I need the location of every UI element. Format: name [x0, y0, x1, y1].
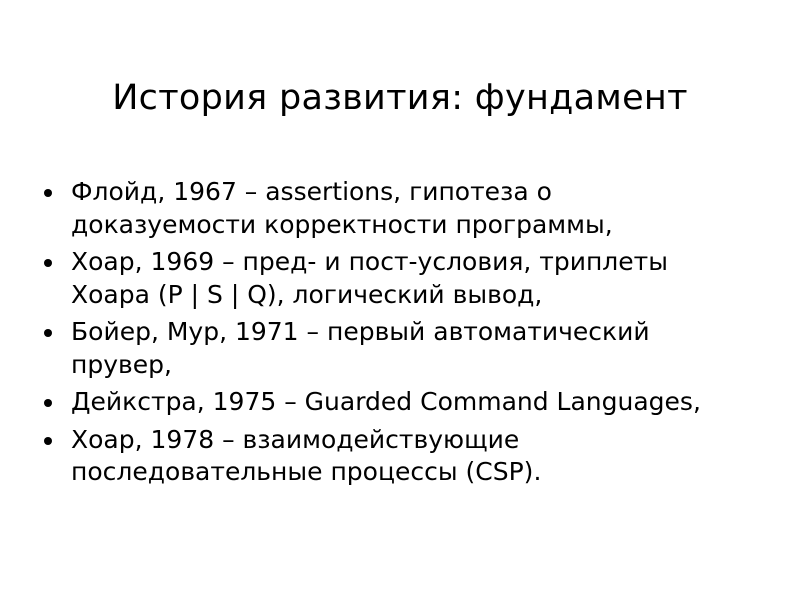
bullet-line: Дейкстра, 1975 – Guarded Command Languages, [71, 387, 701, 416]
bullet-line: Хоара (P | S | Q), логический вывод, [71, 279, 543, 309]
bullet-line: последовательные процессы (CSP). [71, 457, 542, 486]
bullet-line: доказуемости корректности программы, [71, 209, 613, 239]
bullet-dot-icon [44, 399, 52, 407]
bullet-line: Хоар, 1969 – пред- и пост-условия, триплеты [71, 247, 668, 276]
bullet-item-hoare-1978 [38, 424, 778, 489]
bullet-line: прувер, [71, 349, 172, 379]
bullet-item-floyd [38, 176, 778, 241]
bullet-dot-icon [44, 329, 52, 337]
bullet-line: Хоар, 1978 – взаимодействующие [71, 424, 520, 454]
bullet-dot-icon [44, 189, 52, 197]
bullet-list [38, 176, 778, 494]
bullet-item-hoare-1969 [38, 246, 778, 311]
bullet-item-dijkstra [38, 386, 778, 419]
bullet-item-boyer-moore [38, 316, 778, 381]
bullet-line: Флойд, 1967 – assertions, гипотеза о [71, 177, 552, 206]
bullet-dot-icon [44, 437, 52, 445]
bullet-dot-icon [44, 259, 52, 267]
bullet-line: Бойер, Мур, 1971 – первый автоматический [71, 317, 650, 346]
slide-title: История развития: фундамент [112, 78, 688, 118]
